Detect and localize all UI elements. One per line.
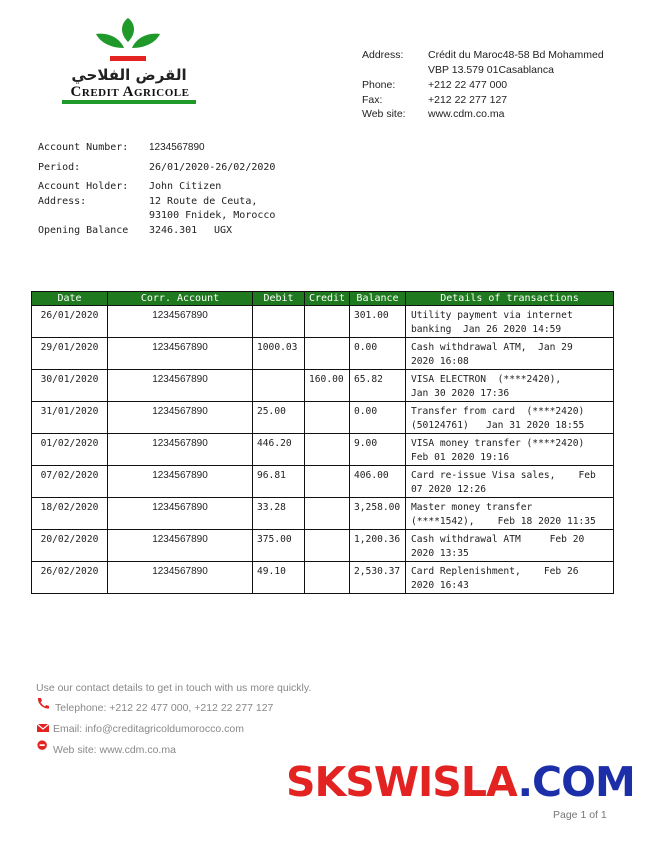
cell-debit — [253, 306, 305, 338]
bank-name-arabic: القرض الفلاحي — [71, 66, 187, 84]
cell-credit — [305, 562, 350, 594]
address-label: Address: — [362, 49, 404, 61]
watermark-name: SKSWISLA — [286, 758, 518, 806]
cell-details: Card Replenishment, Feb 26 2020 16:43 — [406, 562, 614, 594]
cell-balance: 65.82 — [350, 370, 406, 402]
holder-address-label: Address: — [38, 196, 87, 207]
header-balance: Balance — [350, 292, 406, 306]
cell-date: 26/01/2020 — [32, 306, 108, 338]
cell-credit — [305, 434, 350, 466]
cell-debit: 1000.03 — [253, 338, 305, 370]
cell-balance: 9.00 — [350, 434, 406, 466]
cell-credit — [305, 530, 350, 562]
footer-telephone: Telephone: +212 22 477 000, +212 22 277 127 — [55, 702, 274, 714]
cell-credit — [305, 338, 350, 370]
cell-credit — [305, 466, 350, 498]
leaf-emblem-icon — [58, 14, 198, 70]
footer-email: Email: info@creditagricoldumorocco.com — [53, 723, 244, 735]
cell-balance: 3,258.00 — [350, 498, 406, 530]
watermark-domain: .COM — [517, 758, 635, 806]
cell-corr-account: 1234567890 — [108, 306, 253, 338]
cell-details: VISA ELECTRON (****2420), Jan 30 2020 17:36 — [406, 370, 614, 402]
cell-debit: 25.00 — [253, 402, 305, 434]
cell-credit — [305, 306, 350, 338]
cell-details: Cash withdrawal ATM, Jan 29 2020 16:08 — [406, 338, 614, 370]
cell-debit: 446.20 — [253, 434, 305, 466]
bank-name: Credit Agricole — [70, 84, 190, 100]
cell-date: 30/01/2020 — [32, 370, 108, 402]
cell-date: 20/02/2020 — [32, 530, 108, 562]
cell-balance: 406.00 — [350, 466, 406, 498]
cell-corr-account: 1234567890 — [108, 466, 253, 498]
transactions-table — [31, 291, 614, 594]
holder-address-line1: 12 Route de Ceuta, — [149, 196, 258, 207]
table-row — [32, 402, 614, 434]
cell-details: Transfer from card (****2420) (50124761) Jan 31 2020 18:55 — [406, 402, 614, 434]
table-row — [32, 434, 614, 466]
account-number-label: Account Number: — [38, 142, 129, 153]
cell-details: Master money transfer (****1542), Feb 18 2020 11:35 — [406, 498, 614, 530]
website-label: Web site: — [362, 108, 406, 120]
envelope-icon — [36, 722, 50, 734]
cell-date: 07/02/2020 — [32, 466, 108, 498]
holder-label: Account Holder: — [38, 181, 129, 192]
period-value: 26/01/2020-26/02/2020 — [149, 162, 276, 173]
cell-details: VISA money transfer (****2420) Feb 01 2020 19:16 — [406, 434, 614, 466]
table-row — [32, 530, 614, 562]
logo-green-bar — [62, 100, 196, 104]
cell-date: 31/01/2020 — [32, 402, 108, 434]
page-number: Page 1 of 1 — [553, 809, 607, 821]
cell-corr-account: 1234567890 — [108, 402, 253, 434]
cell-details: Cash withdrawal ATM Feb 20 2020 13:35 — [406, 530, 614, 562]
opening-balance-value: 3246.301 — [149, 225, 198, 236]
globe-icon — [36, 740, 50, 752]
header-credit: Credit — [305, 292, 350, 306]
period-label: Period: — [38, 162, 81, 173]
footer-intro: Use our contact details to get in touch with us more quickly. — [36, 682, 312, 694]
phone-value: +212 22 477 000 — [428, 79, 508, 91]
table-body — [32, 306, 614, 594]
address-line1: Crédit du Maroc48-58 Bd Mohammed — [428, 49, 604, 61]
cell-debit — [253, 370, 305, 402]
cell-corr-account: 1234567890 — [108, 530, 253, 562]
footer-website: Web site: www.cdm.co.ma — [53, 744, 176, 756]
fax-value: +212 22 277 127 — [428, 94, 508, 106]
holder-value: John Citizen — [149, 181, 222, 192]
cell-details: Card re-issue Visa sales, Feb 07 2020 12:26 — [406, 466, 614, 498]
header-corr-account: Corr. Account — [108, 292, 253, 306]
address-line2: VBP 13.579 01Casablanca — [428, 64, 554, 76]
cell-date: 26/02/2020 — [32, 562, 108, 594]
table-row — [32, 466, 614, 498]
table-row — [32, 306, 614, 338]
cell-debit: 96.81 — [253, 466, 305, 498]
cell-corr-account: 1234567890 — [108, 338, 253, 370]
cell-date: 01/02/2020 — [32, 434, 108, 466]
table-row — [32, 562, 614, 594]
cell-corr-account: 1234567890 — [108, 562, 253, 594]
watermark — [286, 758, 635, 806]
cell-corr-account: 1234567890 — [108, 434, 253, 466]
table-row — [32, 498, 614, 530]
cell-balance: 301.00 — [350, 306, 406, 338]
cell-corr-account: 1234567890 — [108, 498, 253, 530]
website-value: www.cdm.co.ma — [428, 108, 505, 120]
phone-icon — [36, 697, 50, 709]
cell-balance: 1,200.36 — [350, 530, 406, 562]
cell-details: Utility payment via internet banking Jan 26 2020 14:59 — [406, 306, 614, 338]
cell-balance: 0.00 — [350, 338, 406, 370]
account-number: 1234567890 — [149, 142, 205, 153]
header-debit: Debit — [253, 292, 305, 306]
cell-credit — [305, 498, 350, 530]
cell-credit: 160.00 — [305, 370, 350, 402]
bank-logo — [58, 14, 198, 110]
header-details: Details of transactions — [406, 292, 614, 306]
opening-balance-label: Opening Balance — [38, 225, 129, 236]
cell-date: 29/01/2020 — [32, 338, 108, 370]
cell-balance: 0.00 — [350, 402, 406, 434]
table-header-row — [32, 292, 614, 306]
cell-corr-account: 1234567890 — [108, 370, 253, 402]
cell-balance: 2,530.37 — [350, 562, 406, 594]
header-date: Date — [32, 292, 108, 306]
table-row — [32, 338, 614, 370]
cell-credit — [305, 402, 350, 434]
table-row — [32, 370, 614, 402]
cell-debit: 33.28 — [253, 498, 305, 530]
cell-debit: 375.00 — [253, 530, 305, 562]
currency: UGX — [214, 225, 233, 236]
fax-label: Fax: — [362, 94, 383, 106]
holder-address-line2: 93100 Fnidek, Morocco — [149, 210, 276, 221]
cell-debit: 49.10 — [253, 562, 305, 594]
cell-date: 18/02/2020 — [32, 498, 108, 530]
phone-label: Phone: — [362, 79, 396, 91]
